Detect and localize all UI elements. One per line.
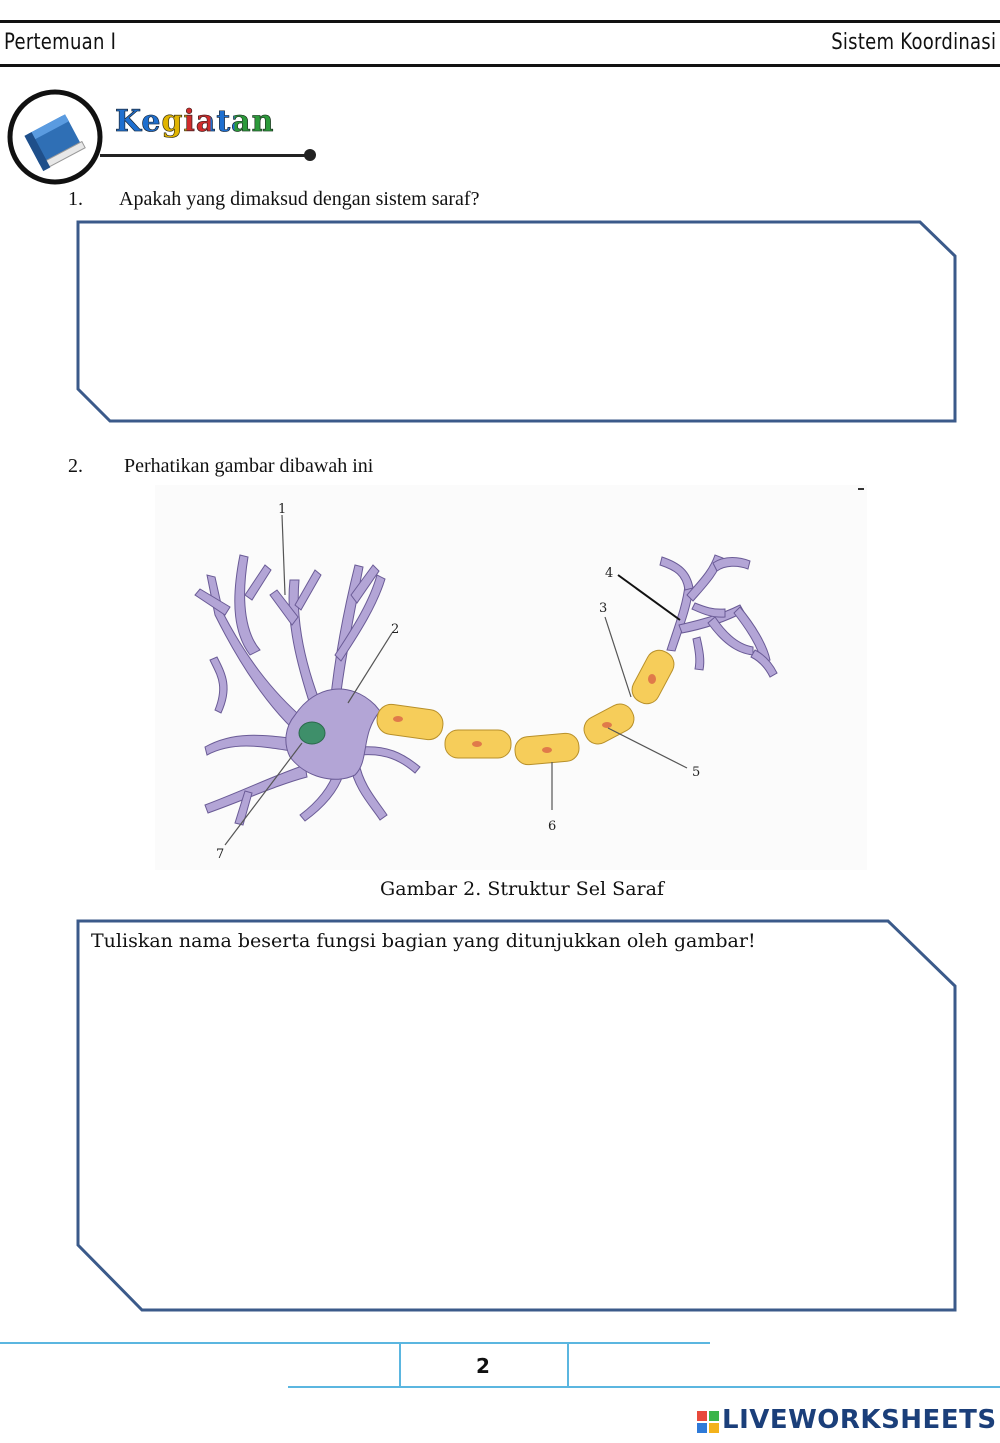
question-2-text: Perhatikan gambar dibawah ini [124, 455, 374, 477]
footer-line-upper [0, 1342, 710, 1344]
figure-label-2: 2 [391, 622, 400, 637]
stray-dash [858, 488, 864, 490]
neuron-nucleus [299, 722, 325, 744]
liveworksheets-logo-icon [697, 1411, 719, 1433]
neuron-figure [155, 485, 867, 870]
footer-line-lower [288, 1386, 1000, 1388]
question-2-number: 2. [68, 455, 83, 477]
figure-label-1: 1 [278, 502, 287, 517]
figure-label-6: 6 [548, 819, 557, 834]
figure-caption: Gambar 2. Struktur Sel Saraf [380, 878, 664, 900]
question-1-text: Apakah yang dimaksud dengan sistem saraf? [119, 188, 480, 210]
liveworksheets-brand: LIVEWORKSHEETS [722, 1405, 997, 1435]
answer-box-2-prompt: Tuliskan nama beserta fungsi bagian yang ditunjukkan oleh gambar! [91, 930, 756, 952]
figure-label-7: 7 [216, 847, 225, 862]
figure-label-4: 4 [605, 566, 614, 581]
figure-label-5: 5 [692, 765, 701, 780]
header-right-text: Sistem Koordinasi [831, 30, 996, 55]
section-title-text: Kegiatan [115, 104, 275, 139]
answer-box-2[interactable] [0, 900, 1000, 1320]
question-1-number: 1. [68, 188, 83, 210]
page-number: 2 [476, 1354, 490, 1378]
answer-box-1[interactable] [0, 0, 1000, 440]
figure-label-3: 3 [599, 601, 608, 616]
header-left-text: Pertemuan I [4, 30, 117, 55]
